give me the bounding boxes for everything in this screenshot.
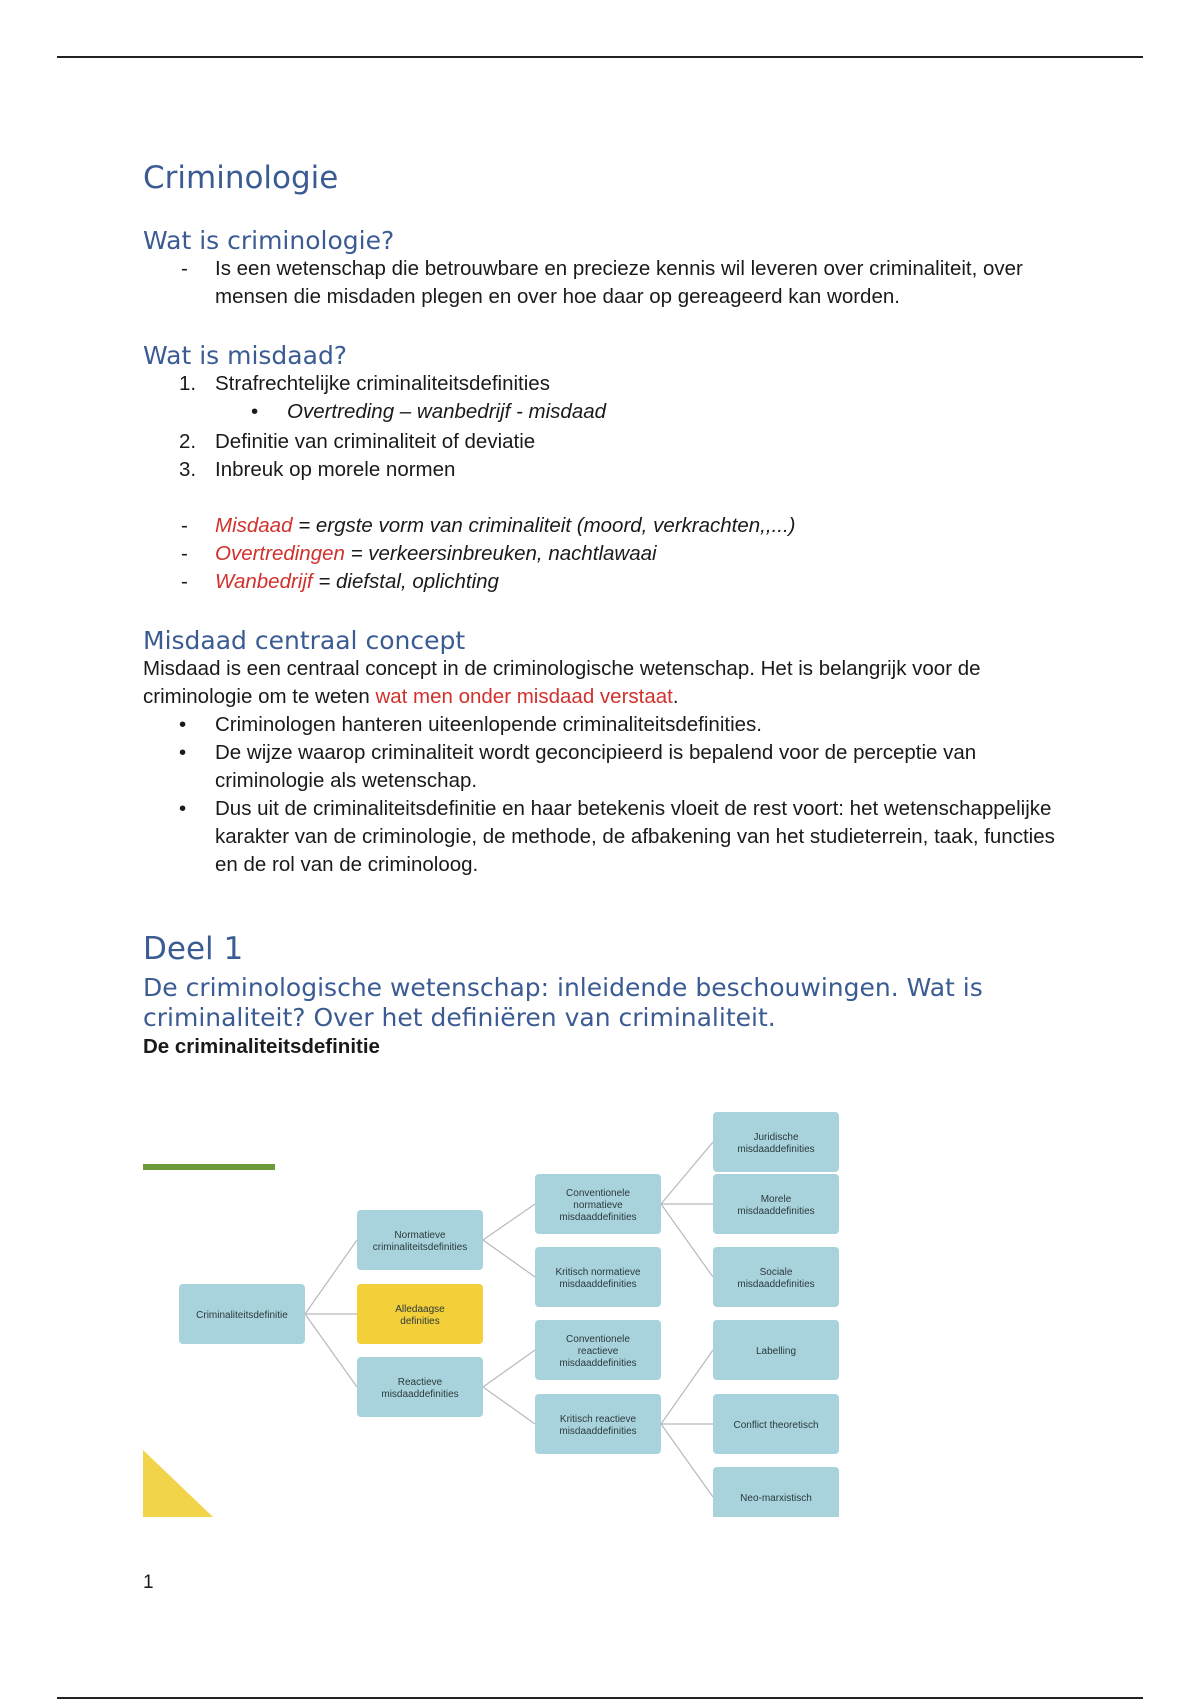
term-item: - Overtredingen = verkeersinbreuken, nachtlawaai <box>215 540 1063 568</box>
node-label: Neo-marxistisch <box>740 1493 812 1504</box>
connector-line <box>483 1350 535 1387</box>
node-label: Conventionele <box>566 1188 630 1199</box>
misdaad-sub-list <box>143 398 1063 426</box>
diagram-nodes <box>179 1112 839 1517</box>
node-level1 <box>357 1210 483 1270</box>
top-rule <box>57 56 1143 58</box>
node-label: Morele <box>760 1194 792 1205</box>
page-number: 1 <box>143 1572 154 1593</box>
node-label: criminaliteitsdefinities <box>372 1242 468 1253</box>
node-label: misdaaddefinities <box>381 1389 459 1400</box>
node-label: Criminaliteitsdefinitie <box>196 1310 288 1321</box>
criminologie-list <box>143 255 1063 311</box>
connector-line <box>661 1204 713 1277</box>
heading-wat-is-criminologie: Wat is criminologie? <box>143 226 395 255</box>
bottom-rule <box>57 1697 1143 1699</box>
node-level2 <box>535 1247 661 1307</box>
node-label: misdaaddefinities <box>559 1279 637 1290</box>
connector-line <box>483 1240 535 1277</box>
deel-subheading: De criminologische wetenschap: inleidende beschouwingen. Wat is criminaliteit? Over het definiëren van criminaliteit. <box>143 973 983 1032</box>
node-label: Reactieve <box>397 1377 443 1388</box>
node-level2 <box>535 1320 661 1380</box>
node-level3 <box>713 1467 839 1517</box>
centraal-bullet-list <box>143 711 1063 879</box>
node-label: definities <box>400 1316 440 1327</box>
node-level3 <box>713 1247 839 1307</box>
node-label: misdaaddefinities <box>559 1358 637 1369</box>
term-item: - Wanbedrijf = diefstal, oplichting <box>215 568 1063 596</box>
connector-line <box>661 1350 713 1424</box>
connector-line <box>483 1204 535 1240</box>
node-label: Normatieve <box>394 1230 446 1241</box>
list-item: 3. Inbreuk op morele normen <box>179 458 456 481</box>
list-item: - Is een wetenschap die betrouwbare en precieze kennis wil leveren over criminaliteit, over mensen die misdaden plegen en over hoe daar op gereageerd kan worden. <box>215 255 1063 311</box>
node-label: Alledaagse <box>395 1304 445 1315</box>
node-label: Juridische <box>753 1132 799 1143</box>
misdaad-terms-list <box>143 512 1063 596</box>
list-item: • Overtreding – wanbedrijf - misdaad <box>287 398 1063 426</box>
criminaliteitsdefinitie-diagram <box>143 1112 843 1517</box>
term-overtredingen: Overtredingen <box>215 542 345 565</box>
node-level3 <box>713 1174 839 1234</box>
misdaad-numbered-list <box>143 370 1063 398</box>
term-item: - Misdaad = ergste vorm van criminaliteit (moord, verkrachten,,...) <box>215 512 1063 540</box>
connector-line <box>305 1240 357 1314</box>
term-misdaad: Misdaad <box>215 514 293 537</box>
centraal-paragraph: Misdaad is een centraal concept in de criminologische wetenschap. Het is belangrijk voor de criminologie om te weten wat men onder misdaad verstaat. <box>143 657 981 708</box>
node-label: misdaaddefinities <box>737 1206 815 1217</box>
list-item: • Criminologen hanteren uiteenlopende criminaliteitsdefinities. <box>215 711 1063 739</box>
node-level3 <box>713 1394 839 1454</box>
node-label: misdaaddefinities <box>737 1144 815 1155</box>
list-item: 2. Definitie van criminaliteit of deviatie <box>179 430 536 453</box>
deel-heading: Deel 1 <box>143 931 244 967</box>
node-level2 <box>535 1174 661 1234</box>
node-label: reactieve <box>577 1346 619 1357</box>
heading-misdaad-centraal: Misdaad centraal concept <box>143 626 466 655</box>
diagram-svg <box>143 1112 843 1517</box>
list-item: • De wijze waarop criminaliteit wordt geconcipieerd is bepalend voor de perceptie van criminologie als wetenschap. <box>215 739 1063 795</box>
node-level2 <box>535 1394 661 1454</box>
node-label: Sociale <box>759 1267 793 1278</box>
node-level1 <box>357 1284 483 1344</box>
diagram-label: De criminaliteitsdefinitie <box>143 1035 380 1058</box>
misdaad-numbered-list-cont <box>143 428 1063 484</box>
document-body <box>143 160 1063 1061</box>
node-label: Conventionele <box>566 1334 630 1345</box>
connector-line <box>305 1314 357 1387</box>
node-label: misdaaddefinities <box>559 1212 637 1223</box>
connector-line <box>483 1387 535 1424</box>
node-label: Labelling <box>755 1346 797 1357</box>
node-level1 <box>357 1357 483 1417</box>
node-level3 <box>713 1112 839 1172</box>
page-title: Criminologie <box>143 160 339 196</box>
connector-line <box>661 1142 713 1204</box>
green-accent-bar <box>143 1164 275 1170</box>
node-label: Kritisch normatieve <box>555 1267 641 1278</box>
connector-line <box>661 1424 713 1497</box>
node-label: Kritisch reactieve <box>559 1414 637 1425</box>
node-label: misdaaddefinities <box>737 1279 815 1290</box>
node-level3 <box>713 1320 839 1380</box>
term-wanbedrijf: Wanbedrijf <box>215 570 313 593</box>
node-label: normatieve <box>573 1200 623 1211</box>
node-label: misdaaddefinities <box>559 1426 637 1437</box>
node-label: Conflict theoretisch <box>733 1420 819 1431</box>
heading-wat-is-misdaad: Wat is misdaad? <box>143 341 348 370</box>
node-root <box>179 1284 305 1344</box>
list-item: 1. Strafrechtelijke criminaliteitsdefinities <box>179 372 550 395</box>
list-item: • Dus uit de criminaliteitsdefinitie en haar betekenis vloeit de rest voort: het wetenschappelijke karakter van de criminologie, de methode, de afbakening van het studieterrein, taak, functies en de rol van de criminoloog. <box>215 795 1063 879</box>
highlight-text: wat men onder misdaad verstaat <box>375 685 673 708</box>
yellow-triangle <box>143 1450 213 1517</box>
